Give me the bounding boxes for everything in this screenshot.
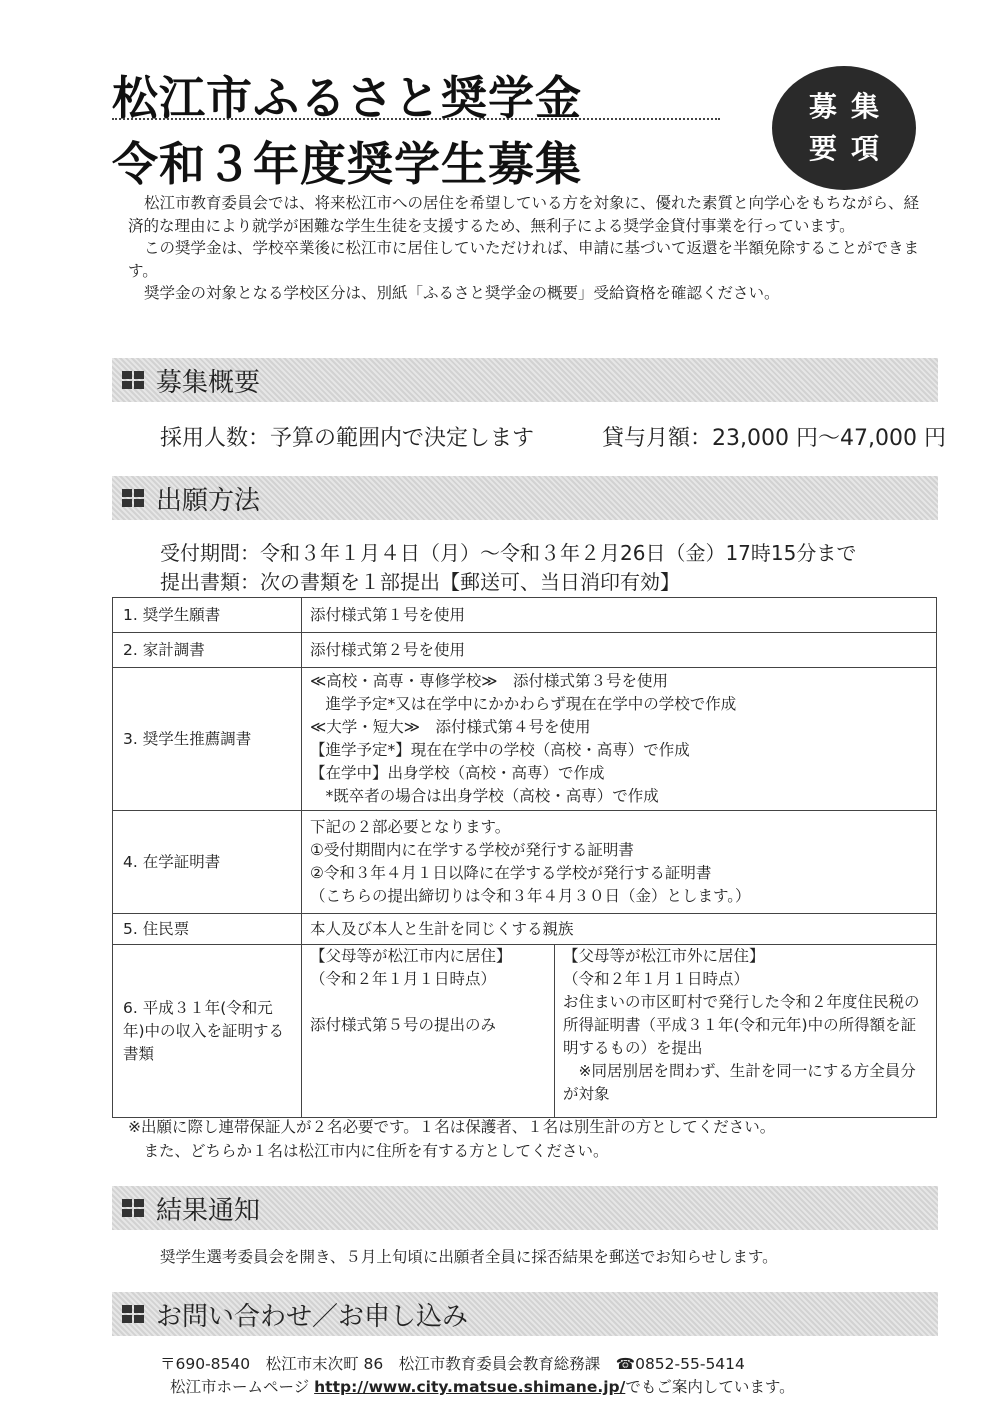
row-line: （こちらの提出締切りは令和３年４月３０日（金）とします。） bbox=[310, 887, 751, 905]
row-label: 5. 住民票 bbox=[113, 914, 302, 945]
contact-address: 〒690-8540 松江市末次町 86 松江市教育委員会教育総務課 ☎0852-55-5414 bbox=[160, 1355, 745, 1373]
homepage-link[interactable]: http://www.city.matsue.shimane.jp/ bbox=[314, 1378, 626, 1396]
row-line bbox=[310, 991, 546, 1014]
section-bullet-icon bbox=[122, 489, 144, 507]
note-line: ※出願に際し連帯保証人が２名必要です。１名は保護者、１名は別生計の方としてください。 bbox=[128, 1118, 776, 1136]
row-line: 【父母等が松江市外に居住】 bbox=[563, 947, 765, 965]
section-result-header bbox=[112, 1186, 938, 1230]
section-contact-header bbox=[112, 1292, 938, 1336]
homepage-suffix: でもご案内しています。 bbox=[625, 1378, 795, 1396]
title-divider bbox=[112, 118, 720, 120]
row-label: 3. 奨学生推薦調書 bbox=[113, 668, 302, 811]
row-line: 進学予定*又は在学中にかかわらず現在在学中の学校で作成 bbox=[310, 695, 737, 713]
section-bullet-icon bbox=[122, 1305, 144, 1323]
section-title: 出願方法 bbox=[156, 485, 261, 516]
note-line: また、どちらか１名は松江市内に住所を有する方としてください。 bbox=[128, 1142, 609, 1160]
row-content bbox=[302, 668, 937, 811]
income-split bbox=[302, 945, 936, 1117]
recruit-count: 採用人数：予算の範囲内で決定します bbox=[160, 426, 535, 451]
income-inside-city bbox=[302, 945, 555, 1117]
section-title: 募集概要 bbox=[156, 367, 261, 398]
row-label: 1. 奨学生願書 bbox=[113, 598, 302, 633]
table-row bbox=[113, 914, 937, 945]
section-recruit-header bbox=[112, 358, 938, 402]
row-label: 4. 在学証明書 bbox=[113, 811, 302, 914]
income-outside-city bbox=[555, 945, 936, 1117]
intro-paragraph-3: 奨学金の対象となる学校区分は、別紙「ふるさと奨学金の概要」受給資格を確認ください。 bbox=[144, 284, 780, 302]
intro-text bbox=[128, 192, 928, 305]
row-line: ※同居別居を問わず、生計を同一にする方全員分が対象 bbox=[563, 1062, 916, 1103]
section-bullet-icon bbox=[122, 371, 144, 389]
row-line: 下記の２部必要となります。 bbox=[310, 818, 511, 836]
row-line: お住まいの市区町村で発行した令和２年度住民税の所得証明書（平成３１年(令和元年)中の所得額を証明するもの）を提出 bbox=[563, 993, 920, 1057]
contact-homepage bbox=[170, 1375, 795, 1397]
section-bullet-icon bbox=[122, 1199, 144, 1217]
row-content bbox=[302, 598, 937, 633]
apply-period: 受付期間：令和３年１月４日（月）～令和３年２月26日（金）17時15分まで bbox=[160, 541, 857, 565]
row-content bbox=[302, 811, 937, 914]
row-label: 2. 家計調書 bbox=[113, 633, 302, 668]
recruit-badge bbox=[772, 66, 916, 190]
title-line-2: 令和３年度奨学生募集 bbox=[112, 137, 582, 191]
row-line: 【在学中】出身学校（高校・高専）で作成 bbox=[310, 764, 605, 782]
row-line: ②令和３年４月１日以降に在学する学校が発行する証明書 bbox=[310, 864, 712, 882]
recruit-amount: 貸与月額：23,000 円～47,000 円 bbox=[602, 426, 946, 451]
guarantor-note bbox=[128, 1115, 775, 1163]
row-line: 添付様式第２号を使用 bbox=[310, 640, 466, 659]
badge-line-2: 要項 bbox=[808, 132, 893, 165]
intro-paragraph-2: この奨学金は、学校卒業後に松江市に居住していただければ、申請に基づいて返還を半額免除することができます。 bbox=[128, 239, 920, 280]
documents-table bbox=[112, 597, 937, 1118]
row-content bbox=[302, 633, 937, 668]
table-row bbox=[113, 945, 937, 1118]
row-label: 6. 平成３１年(令和元年)中の収入を証明する書類 bbox=[113, 945, 302, 1118]
row-line: 本人及び本人と生計を同じくする親族 bbox=[310, 919, 574, 938]
row-line: 添付様式第５号の提出のみ bbox=[310, 1016, 497, 1034]
row-line: ≪高校・高専・専修学校≫ 添付様式第３号を使用 bbox=[310, 672, 668, 690]
row-line: （令和２年１月１日時点） bbox=[310, 970, 497, 988]
table-row bbox=[113, 598, 937, 633]
section-title: お問い合わせ／お申し込み bbox=[156, 1301, 469, 1332]
result-text: 奨学生選考委員会を開き、５月上旬頃に出願者全員に採否結果を郵送でお知らせします。 bbox=[160, 1248, 778, 1266]
row-line: *既卒者の場合は出身学校（高校・高専）で作成 bbox=[310, 787, 659, 805]
intro-paragraph-1: 松江市教育委員会では、将来松江市への居住を希望している方を対象に、優れた素質と向学心をもちながら、経済的な理由により就学が困難な学生生徒を支援するため、無利子による奨学金貸付事業を行っています。 bbox=[128, 194, 920, 235]
section-title: 結果通知 bbox=[156, 1195, 261, 1226]
row-line: ①受付期間内に在学する学校が発行する証明書 bbox=[310, 841, 634, 859]
homepage-prefix: 松江市ホームページ bbox=[170, 1378, 315, 1396]
row-line: 添付様式第１号を使用 bbox=[310, 605, 466, 624]
row-content bbox=[302, 914, 937, 945]
row-line: 【父母等が松江市内に居住】 bbox=[310, 947, 512, 965]
row-line: ≪大学・短大≫ 添付様式第４号を使用 bbox=[310, 718, 591, 736]
badge-line-1: 募集 bbox=[808, 90, 893, 123]
table-row bbox=[113, 811, 937, 914]
row-content bbox=[302, 945, 937, 1118]
title-line-1: 松江市ふるさと奨学金 bbox=[112, 71, 582, 125]
section-apply-header bbox=[112, 476, 938, 520]
table-row bbox=[113, 633, 937, 668]
row-line: （令和２年１月１日時点） bbox=[563, 970, 750, 988]
row-line: 【進学予定*】現在在学中の学校（高校・高専）で作成 bbox=[310, 741, 690, 759]
table-row bbox=[113, 668, 937, 811]
apply-docs: 提出書類：次の書類を１部提出【郵送可、当日消印有効】 bbox=[160, 570, 680, 594]
